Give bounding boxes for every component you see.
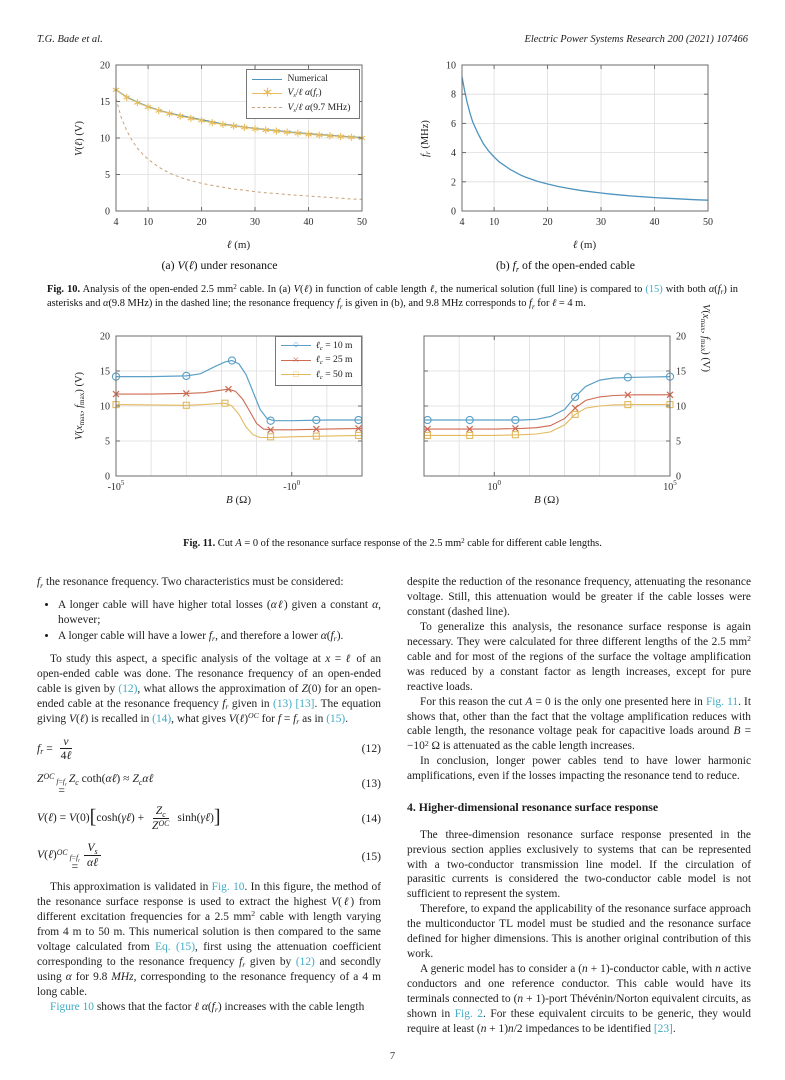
fig10b-ylabel: $f_r$ (MHz) bbox=[419, 119, 432, 157]
page-header bbox=[37, 34, 748, 45]
ref-link[interactable]: (12) bbox=[118, 682, 138, 695]
svg-text:4: 4 bbox=[113, 217, 118, 228]
legend-label: ℓ$_c$ = 10 m bbox=[315, 339, 353, 352]
svg-text:5: 5 bbox=[104, 170, 110, 181]
equation-12 bbox=[37, 735, 381, 764]
legend-item bbox=[281, 368, 353, 382]
paragraph: Therefore, to expand the applicability of the resonance surface approach the multiconductor TL model must be studied and the resonance surface defined for higher dimensions. This is another original contribution of this work. bbox=[407, 903, 751, 961]
paragraph: despite the reduction of the resonance frequency, attenuating the resonance voltage. Still, this attenuation would be greater if the cable losses were constant (dashed line). bbox=[407, 576, 751, 618]
ref-link[interactable]: (13) bbox=[273, 697, 293, 710]
bracket: [ bbox=[89, 806, 97, 829]
overset-equals: $f=f_r$ = bbox=[69, 853, 81, 873]
fig10b-chart bbox=[416, 57, 716, 273]
legend-item bbox=[252, 101, 350, 115]
legend-item bbox=[281, 353, 353, 367]
fraction: $\frac{V_s}{\text{αℓ}}$ bbox=[84, 841, 101, 870]
svg-text:10: 10 bbox=[488, 217, 499, 228]
ref-link[interactable]: Eq. (15) bbox=[155, 940, 195, 953]
fig11-caption: Fig. 11. Cut A = 0 of the resonance surface response of the 2.5 $mm^2$ cable for different cable lengths. bbox=[183, 536, 602, 549]
fig11a-chart bbox=[70, 328, 370, 528]
equation-number: (13) bbox=[361, 777, 381, 791]
paragraph: To study this aspect, a specific analysis of the voltage at x = ℓ of an open-ended cable was done. The resonance frequency of an open-ended cable is given by (12), what allows the approximation of Z(0) for an open-ended cable at the resonance frequency $f_r$ given in (13) [13]. The equation giving V(ℓ) is recalled in (14), what gives V(ℓ)$^{OC}$ for $f = f_r$ as in (15). bbox=[37, 652, 382, 727]
svg-text:0: 0 bbox=[675, 471, 681, 483]
fig10a-subcaption: (a) V(ℓ) under resonance bbox=[161, 258, 278, 272]
paragraph: In conclusion, longer power cables tend to have lower harmonic amplifications, even if the losses impacting the resonance tend to reduce. bbox=[407, 755, 751, 783]
legend-line-sample bbox=[281, 340, 311, 351]
equation-number: (14) bbox=[361, 812, 381, 826]
svg-text:-105: $-10^5$ bbox=[107, 478, 124, 493]
chart-legend bbox=[246, 69, 359, 119]
running-author: T.G. Bade et al. bbox=[37, 34, 103, 45]
bullet-item: • A longer cable will have higher total losses (αℓ) given a constant α, however; bbox=[58, 598, 381, 628]
svg-text:20: 20 bbox=[196, 217, 207, 228]
paragraph: To generalize this analysis, the resonance surface response is again necessary. They were calculated for three different lengths of the 2.5 $mm^2$ cable and for most of the regions of the surface the voltage amplification was reduced by a constant factor as length increases, except for pure reactive loads. bbox=[407, 620, 751, 693]
svg-text:15: 15 bbox=[99, 97, 110, 108]
square-marker-icon: □ bbox=[293, 368, 299, 379]
legend-line-sample bbox=[252, 74, 282, 85]
svg-text:4: 4 bbox=[450, 148, 456, 160]
svg-text:40: 40 bbox=[303, 217, 314, 228]
fig10b-xlabel: ℓ (m) bbox=[572, 239, 597, 251]
fig11a-ylabel: $V(x_{max}$, $f_{max}$) (V) bbox=[73, 371, 86, 440]
page-number: 7 bbox=[389, 1051, 396, 1062]
bullet-list bbox=[37, 598, 381, 644]
fraction: $\frac{v}{\text{4ℓ}}$ bbox=[60, 734, 72, 763]
fig10-caption: Fig. 10. Analysis of the open-ended 2.5 $mm^2$ cable. In (a) V(ℓ) in function of cable length ℓ, the numerical solution (full line) is compared to (15) with both $\alpha(f_r)$ in asterisks and α(9.8 MHz) in the dashed line; the resonance frequency $f_r$ is given in (b), and 9.8 MHz corresponds to $f_r$ for ℓ = 4 m. bbox=[47, 282, 739, 311]
svg-text:5: 5 bbox=[675, 436, 681, 448]
svg-text:10: 10 bbox=[142, 217, 153, 228]
svg-text:0: 0 bbox=[104, 206, 110, 218]
fig11b-ylabel: $V(x_{max}$, $f_{max}$) (V) bbox=[699, 303, 712, 372]
fig11a-xlabel: B (Ω) bbox=[226, 493, 251, 506]
equation-number: (15) bbox=[361, 849, 381, 863]
svg-text:4: 4 bbox=[459, 217, 464, 228]
legend-line-sample bbox=[281, 352, 311, 367]
fig11b-chart bbox=[416, 303, 716, 528]
left-column bbox=[37, 575, 381, 1037]
overset-equals: $f=f_r$ = bbox=[56, 777, 67, 797]
section-heading: 4. Higher-dimensional resonance surface response bbox=[407, 800, 659, 815]
svg-text:10: 10 bbox=[445, 60, 456, 72]
ref-link[interactable]: (12) bbox=[295, 955, 315, 968]
fig10b-plot bbox=[416, 57, 716, 255]
paragraph: $f_r$ the resonance frequency. Two characteristics must be considered: bbox=[37, 576, 344, 590]
x-marker-icon: × bbox=[292, 352, 300, 367]
ref-link[interactable]: (15) bbox=[326, 712, 346, 725]
equation-body: $Z^{OC}$ $f=f_r$ = $Z_c$ coth(αℓ) ≈ $Z_c\alpha\ell$ bbox=[37, 771, 154, 797]
ref-link[interactable]: (14) bbox=[152, 712, 172, 725]
paragraph: A generic model has to consider a (n + 1)-conductor cable, with n active conductors and one reference conductor. This cable would have its terminals connected to (n + 1)-port Thévénin/Norton equivalent circuits, as shown in Fig. 2. For these equivalent circuits to be generic, they would require at least (n + 1)n/2 impedances to be identified [23]. bbox=[407, 963, 751, 1035]
circle-marker-icon: ○ bbox=[292, 339, 299, 351]
ref-link[interactable]: Fig. 10 bbox=[211, 881, 245, 894]
legend-line-sample bbox=[281, 369, 311, 380]
fig11b-xlabel: B (Ω) bbox=[534, 493, 559, 506]
svg-text:5: 5 bbox=[104, 436, 110, 448]
svg-text:40: 40 bbox=[649, 217, 660, 228]
star-marker-icon: ∗ bbox=[261, 85, 274, 101]
svg-text:8: 8 bbox=[450, 89, 456, 101]
equation-body: V(ℓ) = V(0)[cosh(γℓ) + $\frac{Z_c}{Z^{OC}}$ sinh(γℓ)] bbox=[37, 804, 221, 833]
fig10a-chart bbox=[70, 57, 370, 273]
svg-text:20: 20 bbox=[542, 217, 553, 228]
equation-number: (12) bbox=[361, 742, 381, 756]
svg-text:20: 20 bbox=[99, 331, 110, 343]
fig10a-ylabel: V(ℓ) (V) bbox=[73, 120, 85, 156]
equation-body: V(ℓ)$^{OC}$ $f=f_r$ = $\frac{V_s}{\text{αℓ}}$ bbox=[37, 841, 103, 872]
ref-link[interactable]: (15) bbox=[645, 284, 663, 295]
svg-text:10: 10 bbox=[99, 133, 110, 145]
ref-link[interactable]: [23] bbox=[653, 1022, 673, 1035]
fig10b-subcaption: (b) $f_r$ of the open-ended cable bbox=[495, 258, 636, 274]
paragraph: For this reason the cut A = 0 is the only one presented here in Fig. 11. It shows that, other than the fact that the voltage amplification reduces with cable length, the resonance voltage peak for capacitive loads around $B = -10^2$ Ω is attenuated as the cable length increases. bbox=[407, 695, 751, 753]
ref-link[interactable]: [13] bbox=[295, 697, 315, 710]
equation-13 bbox=[37, 771, 381, 796]
ref-link[interactable]: Figure 10 bbox=[50, 1000, 94, 1013]
svg-text:10: 10 bbox=[99, 401, 110, 413]
equation-15 bbox=[37, 841, 381, 872]
svg-text:15: 15 bbox=[675, 366, 686, 378]
svg-text:100: $10^0$ bbox=[487, 478, 501, 493]
svg-text:20: 20 bbox=[99, 60, 110, 72]
ref-link[interactable]: Fig. 2 bbox=[454, 1007, 483, 1020]
legend-label: ℓ$_c$ = 25 m bbox=[315, 354, 353, 367]
svg-text:105: $10^5$ bbox=[662, 478, 677, 493]
figure-11 bbox=[37, 303, 748, 528]
paragraph: The three-dimension resonance surface response presented in the previous section applies exclusively to systems that can be represented with a two-conductor transmission line model. If the circulation of parasitic currents is considered the two-conductor cable model is not sufficient to represent the system. bbox=[407, 828, 751, 901]
svg-text:0: 0 bbox=[104, 471, 110, 483]
svg-text:30: 30 bbox=[595, 217, 606, 228]
figure-10 bbox=[37, 57, 748, 273]
svg-text:30: 30 bbox=[249, 217, 260, 228]
legend-label: $V_s/\ell$ α(9.7 MHz) bbox=[287, 101, 351, 114]
bracket: ] bbox=[213, 806, 221, 829]
svg-text:0: 0 bbox=[450, 206, 456, 218]
body-text bbox=[37, 575, 751, 1037]
svg-text:-100: $-10^0$ bbox=[282, 478, 300, 493]
legend-label: Numerical bbox=[287, 73, 328, 84]
chart-legend bbox=[275, 336, 362, 386]
svg-text:2: 2 bbox=[450, 177, 456, 189]
legend-item bbox=[281, 339, 353, 353]
paragraph: This approximation is validated in Fig. 10. In this figure, the method of the resonance surface response is used to extract the highest V(ℓ) from different excitation frequencies for a 2.5 $mm^2$ cable with length varying from 4 m to 50 m. This numerical solution is then compared to the same voltage calculated from Eq. (15), first using the attenuation coefficient corresponding to the resonance frequency $f_r$ given by (12) and secondly using α for 9.8 MHz, corresponding to the resonance frequency of a 4 m long cable. bbox=[37, 881, 382, 998]
fig10a-xlabel: ℓ (m) bbox=[226, 239, 251, 251]
legend-line-sample bbox=[252, 102, 282, 113]
legend-label: ℓ$_c$ = 50 m bbox=[315, 368, 353, 381]
ref-link[interactable]: Fig. 11 bbox=[705, 695, 739, 708]
svg-text:6: 6 bbox=[450, 118, 456, 130]
journal-citation: Electric Power Systems Research 200 (2021) 107466 bbox=[524, 34, 748, 45]
legend-line-sample bbox=[252, 85, 282, 101]
bullet-item: • A longer cable will have a lower $f_r$, and therefore a lower $\alpha(f_r)$. bbox=[58, 629, 381, 644]
svg-text:15: 15 bbox=[99, 366, 110, 378]
fraction: $\frac{Z_c}{Z^{OC}}$ bbox=[152, 804, 170, 833]
svg-text:50: 50 bbox=[356, 217, 367, 228]
svg-text:50: 50 bbox=[702, 217, 713, 228]
equation-body: $f_r$ = $\frac{v}{\text{4ℓ}}$ bbox=[37, 735, 76, 764]
right-column bbox=[407, 575, 751, 1037]
legend-item bbox=[252, 86, 350, 100]
paragraph: Figure 10 shows that the factor ℓ $\alpha(f_r)$ increases with the cable length bbox=[50, 1000, 365, 1015]
equation-14 bbox=[37, 804, 381, 833]
svg-text:10: 10 bbox=[675, 401, 686, 413]
svg-text:20: 20 bbox=[675, 331, 686, 343]
legend-label: $V_s/\ell$ $\alpha(f_r)$ bbox=[287, 87, 322, 100]
